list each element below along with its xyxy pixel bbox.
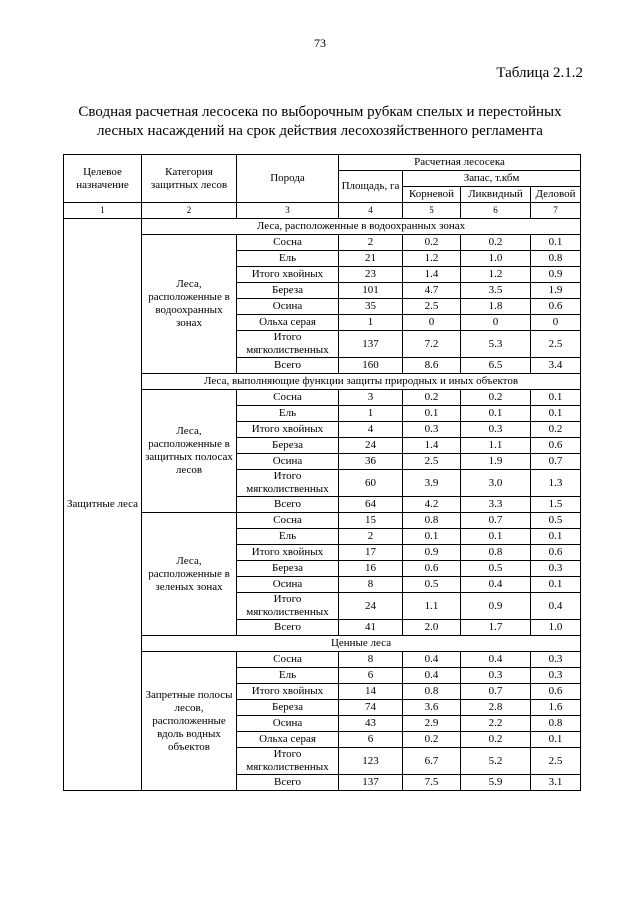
root-stock-cell: 1.4 <box>403 267 461 283</box>
area-cell: 23 <box>339 267 403 283</box>
area-cell: 15 <box>339 513 403 529</box>
business-stock-cell: 0.6 <box>531 438 581 454</box>
summary-table <box>63 154 581 791</box>
species-cell: Сосна <box>237 235 339 251</box>
table-label: Таблица 2.1.2 <box>496 65 583 81</box>
species-cell: Осина <box>237 454 339 470</box>
section-title: Леса, выполняющие функции защиты природных и иных объектов <box>142 374 581 390</box>
section-title: Ценные леса <box>142 636 581 652</box>
species-cell: Итого хвойных <box>237 684 339 700</box>
business-stock-cell: 0.4 <box>531 593 581 620</box>
liquid-stock-cell: 0.2 <box>461 390 531 406</box>
area-cell: 64 <box>339 497 403 513</box>
area-cell: 4 <box>339 422 403 438</box>
species-cell: Итого хвойных <box>237 267 339 283</box>
species-cell: Сосна <box>237 652 339 668</box>
liquid-stock-cell: 2.2 <box>461 716 531 732</box>
species-cell: Ель <box>237 251 339 267</box>
header-stock: Запас, т.кбм <box>403 171 581 187</box>
business-stock-cell: 0.6 <box>531 545 581 561</box>
species-cell: Береза <box>237 438 339 454</box>
area-cell: 6 <box>339 732 403 748</box>
business-stock-cell: 0.9 <box>531 267 581 283</box>
business-stock-cell: 0.1 <box>531 732 581 748</box>
table-row <box>64 513 581 529</box>
species-cell: Всего <box>237 497 339 513</box>
root-stock-cell: 0.4 <box>403 668 461 684</box>
root-stock-cell: 4.7 <box>403 283 461 299</box>
business-stock-cell: 0 <box>531 315 581 331</box>
header-area: Площадь, га <box>339 171 403 203</box>
business-stock-cell: 0.8 <box>531 716 581 732</box>
liquid-stock-cell: 0.8 <box>461 545 531 561</box>
area-cell: 43 <box>339 716 403 732</box>
liquid-stock-cell: 0.5 <box>461 561 531 577</box>
business-stock-cell: 0.3 <box>531 652 581 668</box>
business-stock-cell: 0.1 <box>531 577 581 593</box>
root-stock-cell: 3.9 <box>403 470 461 497</box>
area-cell: 137 <box>339 331 403 358</box>
root-stock-cell: 4.2 <box>403 497 461 513</box>
column-number: 2 <box>142 203 237 219</box>
liquid-stock-cell: 5.9 <box>461 775 531 791</box>
header-liquid: Ликвидный <box>461 187 531 203</box>
species-cell: Осина <box>237 577 339 593</box>
header-species: Порода <box>237 155 339 203</box>
liquid-stock-cell: 1.1 <box>461 438 531 454</box>
area-cell: 2 <box>339 235 403 251</box>
document-title: Сводная расчетная лесосека по выборочным рубкам спелых и перестойных лесных насаждений на срок действия лесохозяйственного регламента <box>78 104 562 139</box>
root-stock-cell: 2.0 <box>403 620 461 636</box>
area-cell: 1 <box>339 315 403 331</box>
category-cell: Леса, расположенные в водоохранных зонах <box>142 235 237 374</box>
area-cell: 14 <box>339 684 403 700</box>
business-stock-cell: 3.1 <box>531 775 581 791</box>
business-stock-cell: 0.3 <box>531 561 581 577</box>
header-root: Корневой <box>403 187 461 203</box>
root-stock-cell: 0.2 <box>403 732 461 748</box>
column-number: 3 <box>237 203 339 219</box>
root-stock-cell: 1.2 <box>403 251 461 267</box>
header-category: Категория защитных лесов <box>142 155 237 203</box>
purpose-cell: Защитные леса <box>64 219 142 791</box>
root-stock-cell: 8.6 <box>403 358 461 374</box>
liquid-stock-cell: 1.8 <box>461 299 531 315</box>
root-stock-cell: 0.6 <box>403 561 461 577</box>
area-cell: 6 <box>339 668 403 684</box>
category-cell: Леса, расположенные в зеленых зонах <box>142 513 237 636</box>
area-cell: 16 <box>339 561 403 577</box>
root-stock-cell: 0.8 <box>403 684 461 700</box>
species-cell: Ель <box>237 529 339 545</box>
area-cell: 74 <box>339 700 403 716</box>
business-stock-cell: 3.4 <box>531 358 581 374</box>
section-row <box>64 219 581 235</box>
liquid-stock-cell: 0.2 <box>461 732 531 748</box>
column-number: 5 <box>403 203 461 219</box>
root-stock-cell: 0 <box>403 315 461 331</box>
root-stock-cell: 3.6 <box>403 700 461 716</box>
species-cell: Ель <box>237 668 339 684</box>
area-cell: 60 <box>339 470 403 497</box>
section-row <box>64 636 581 652</box>
root-stock-cell: 0.2 <box>403 390 461 406</box>
species-cell: Осина <box>237 716 339 732</box>
section-row <box>64 374 581 390</box>
root-stock-cell: 1.1 <box>403 593 461 620</box>
header-row <box>64 155 581 171</box>
liquid-stock-cell: 0.9 <box>461 593 531 620</box>
table-row <box>64 390 581 406</box>
header-purpose: Целевое назначение <box>64 155 142 203</box>
liquid-stock-cell: 3.0 <box>461 470 531 497</box>
root-stock-cell: 0.5 <box>403 577 461 593</box>
liquid-stock-cell: 0.4 <box>461 652 531 668</box>
area-cell: 21 <box>339 251 403 267</box>
liquid-stock-cell: 5.2 <box>461 748 531 775</box>
species-cell: Сосна <box>237 513 339 529</box>
liquid-stock-cell: 2.8 <box>461 700 531 716</box>
root-stock-cell: 0.1 <box>403 529 461 545</box>
column-number: 4 <box>339 203 403 219</box>
business-stock-cell: 2.5 <box>531 331 581 358</box>
header-business: Деловой <box>531 187 581 203</box>
species-cell: Осина <box>237 299 339 315</box>
area-cell: 8 <box>339 577 403 593</box>
area-cell: 24 <box>339 593 403 620</box>
species-cell: Итого мягколиственных <box>237 331 339 358</box>
area-cell: 41 <box>339 620 403 636</box>
root-stock-cell: 0.1 <box>403 406 461 422</box>
species-cell: Итого хвойных <box>237 545 339 561</box>
table-row <box>64 652 581 668</box>
species-cell: Итого мягколиственных <box>237 470 339 497</box>
business-stock-cell: 1.6 <box>531 700 581 716</box>
business-stock-cell: 0.6 <box>531 684 581 700</box>
root-stock-cell: 7.5 <box>403 775 461 791</box>
liquid-stock-cell: 0 <box>461 315 531 331</box>
area-cell: 3 <box>339 390 403 406</box>
liquid-stock-cell: 6.5 <box>461 358 531 374</box>
root-stock-cell: 0.9 <box>403 545 461 561</box>
page-number: 73 <box>314 36 326 50</box>
root-stock-cell: 7.2 <box>403 331 461 358</box>
species-cell: Итого мягколиственных <box>237 748 339 775</box>
root-stock-cell: 2.5 <box>403 299 461 315</box>
business-stock-cell: 0.8 <box>531 251 581 267</box>
liquid-stock-cell: 5.3 <box>461 331 531 358</box>
header-cutting-area: Расчетная лесосека <box>339 155 581 171</box>
business-stock-cell: 1.9 <box>531 283 581 299</box>
species-cell: Всего <box>237 775 339 791</box>
root-stock-cell: 2.5 <box>403 454 461 470</box>
category-cell: Запретные полосы лесов, расположенные вдоль водных объектов <box>142 652 237 791</box>
root-stock-cell: 0.4 <box>403 652 461 668</box>
liquid-stock-cell: 0.7 <box>461 513 531 529</box>
business-stock-cell: 1.5 <box>531 497 581 513</box>
liquid-stock-cell: 3.3 <box>461 497 531 513</box>
species-cell: Ольха серая <box>237 315 339 331</box>
business-stock-cell: 0.1 <box>531 390 581 406</box>
root-stock-cell: 0.3 <box>403 422 461 438</box>
business-stock-cell: 0.1 <box>531 529 581 545</box>
species-cell: Всего <box>237 620 339 636</box>
liquid-stock-cell: 3.5 <box>461 283 531 299</box>
root-stock-cell: 1.4 <box>403 438 461 454</box>
business-stock-cell: 0.7 <box>531 454 581 470</box>
liquid-stock-cell: 0.1 <box>461 529 531 545</box>
liquid-stock-cell: 1.9 <box>461 454 531 470</box>
area-cell: 101 <box>339 283 403 299</box>
root-stock-cell: 2.9 <box>403 716 461 732</box>
root-stock-cell: 0.8 <box>403 513 461 529</box>
area-cell: 36 <box>339 454 403 470</box>
liquid-stock-cell: 0.3 <box>461 668 531 684</box>
species-cell: Ель <box>237 406 339 422</box>
area-cell: 35 <box>339 299 403 315</box>
business-stock-cell: 0.1 <box>531 406 581 422</box>
business-stock-cell: 1.0 <box>531 620 581 636</box>
root-stock-cell: 6.7 <box>403 748 461 775</box>
species-cell: Береза <box>237 283 339 299</box>
business-stock-cell: 1.3 <box>531 470 581 497</box>
liquid-stock-cell: 1.0 <box>461 251 531 267</box>
species-cell: Итого мягколиственных <box>237 593 339 620</box>
business-stock-cell: 0.5 <box>531 513 581 529</box>
column-number: 7 <box>531 203 581 219</box>
area-cell: 8 <box>339 652 403 668</box>
column-number: 1 <box>64 203 142 219</box>
liquid-stock-cell: 0.1 <box>461 406 531 422</box>
category-cell: Леса, расположенные в защитных полосах лесов <box>142 390 237 513</box>
area-cell: 17 <box>339 545 403 561</box>
liquid-stock-cell: 0.7 <box>461 684 531 700</box>
species-cell: Сосна <box>237 390 339 406</box>
area-cell: 160 <box>339 358 403 374</box>
liquid-stock-cell: 0.4 <box>461 577 531 593</box>
root-stock-cell: 0.2 <box>403 235 461 251</box>
area-cell: 1 <box>339 406 403 422</box>
business-stock-cell: 2.5 <box>531 748 581 775</box>
area-cell: 24 <box>339 438 403 454</box>
area-cell: 2 <box>339 529 403 545</box>
liquid-stock-cell: 1.7 <box>461 620 531 636</box>
section-title: Леса, расположенные в водоохранных зонах <box>142 219 581 235</box>
liquid-stock-cell: 0.3 <box>461 422 531 438</box>
liquid-stock-cell: 0.2 <box>461 235 531 251</box>
business-stock-cell: 0.3 <box>531 668 581 684</box>
business-stock-cell: 0.2 <box>531 422 581 438</box>
area-cell: 137 <box>339 775 403 791</box>
business-stock-cell: 0.1 <box>531 235 581 251</box>
species-cell: Береза <box>237 700 339 716</box>
liquid-stock-cell: 1.2 <box>461 267 531 283</box>
column-numbers-row <box>64 203 581 219</box>
table-row <box>64 235 581 251</box>
table-body <box>64 155 581 791</box>
column-number: 6 <box>461 203 531 219</box>
species-cell: Всего <box>237 358 339 374</box>
species-cell: Ольха серая <box>237 732 339 748</box>
area-cell: 123 <box>339 748 403 775</box>
species-cell: Береза <box>237 561 339 577</box>
species-cell: Итого хвойных <box>237 422 339 438</box>
business-stock-cell: 0.6 <box>531 299 581 315</box>
